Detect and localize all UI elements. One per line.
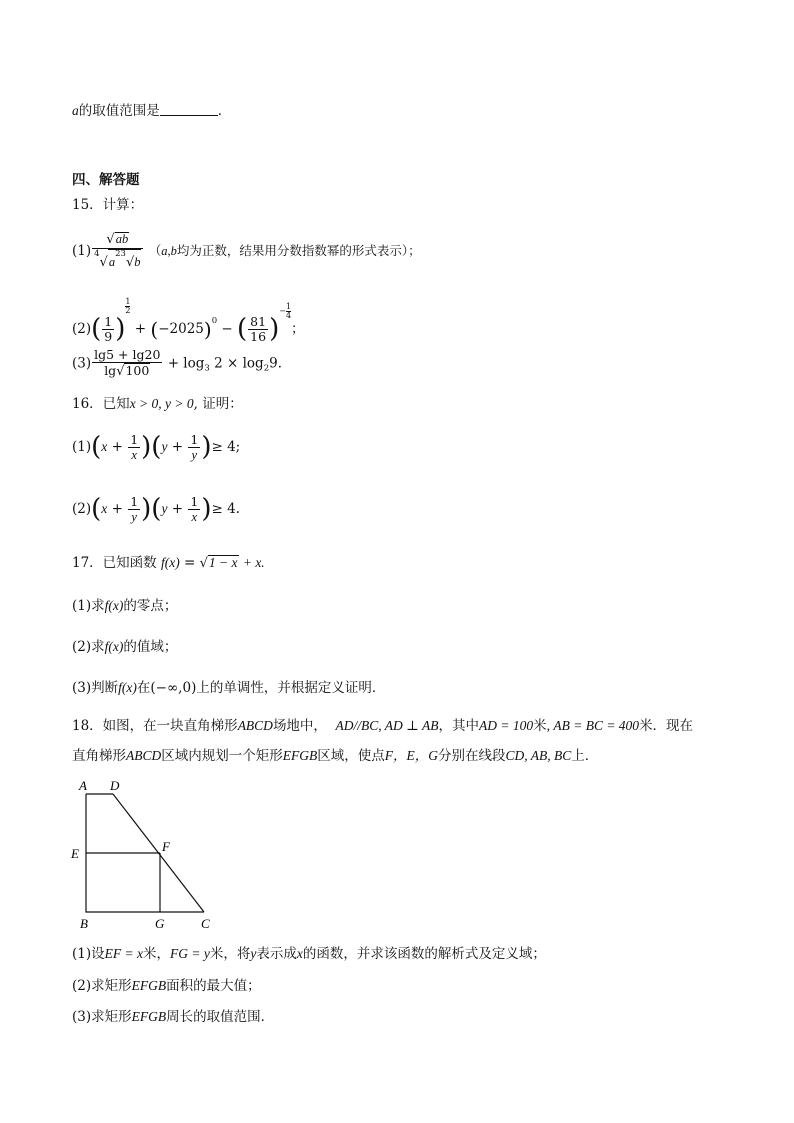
label-f: F — [162, 839, 170, 854]
q15-part3: (3) $\frac{\lg 5 + \lg 20}{\lg√100}$ + $\log_3 2 \times \log_29$． — [72, 347, 292, 380]
label-g: G — [155, 916, 165, 931]
answer-blank — [160, 103, 218, 116]
trapezoid-figure — [60, 772, 230, 937]
q17-part1: (1)求f(x)的零点； — [72, 598, 178, 614]
q15-part1 — [72, 232, 421, 271]
label-d: D — [110, 778, 120, 793]
var-a: a — [72, 103, 79, 118]
q15-p1-fraction: $\frac{√ab}{^4√a^{23}√b}$ — [92, 232, 143, 271]
q16-head: 16．已知x > 0, y > 0, 证明： — [72, 396, 243, 412]
answer-line — [72, 103, 231, 119]
q17-part3: (3)判断f(x)在(−∞,0)上的单调性，并根据定义证明． — [72, 680, 386, 696]
q16-part1: (1)(x + $\frac{1}{x}$ )(y + $\frac{1}{y}$ )≥ 4; — [72, 431, 241, 463]
q18-part1: (1)设EF = x米，FG = y米，将y表示成x的函数，并求该函数的解析式及定义域； — [72, 946, 546, 962]
q15-p1-label: (1) — [72, 242, 92, 259]
label-b: B — [80, 916, 88, 931]
answer-end: ． — [217, 103, 232, 119]
q17-head: 17．已知函数 f(x) = √1 − x + x. — [72, 555, 265, 571]
q18-part3: (3)求矩形EFGB周长的取值范围． — [72, 1009, 275, 1025]
section-title: 四、解答题 — [72, 172, 140, 188]
q15-p1-note: （a,b均为正数，结果用分数指数幂的形式表示）； — [148, 242, 421, 258]
q15-part2: (2)( $\frac{1}{9}$ ) $\frac{1}{2}$ + $(-2025)^0$ − ( $\frac{81}{16}$ )− $\frac{1}{4}$ ； — [72, 297, 305, 344]
q18-line1: 18．如图，在一块直角梯形ABCD场地中， AD//BC, AD ⊥ AB，其中AD = 100米, AB = BC = 400米．现在 — [72, 718, 694, 734]
q17-part2: (2)求f(x)的值域； — [72, 639, 178, 655]
q15-p1-num: ab — [115, 232, 129, 246]
label-c: C — [201, 916, 210, 931]
q16-part2: (2)(x + $\frac{1}{y}$ )(y + $\frac{1}{x}$ )≥ 4. — [72, 493, 240, 525]
q15-head: 15．计算： — [72, 197, 144, 213]
label-a: A — [79, 778, 87, 793]
q18-line2: 直角梯形ABCD区域内规划一个矩形EFGB区域，使点F，E，G分别在线段CD, AB, BC上． — [72, 748, 599, 764]
label-e: E — [71, 846, 79, 861]
answer-text: 的取值范围是 — [78, 103, 160, 119]
q18-part2: (2)求矩形EFGB面积的最大值； — [72, 978, 261, 994]
